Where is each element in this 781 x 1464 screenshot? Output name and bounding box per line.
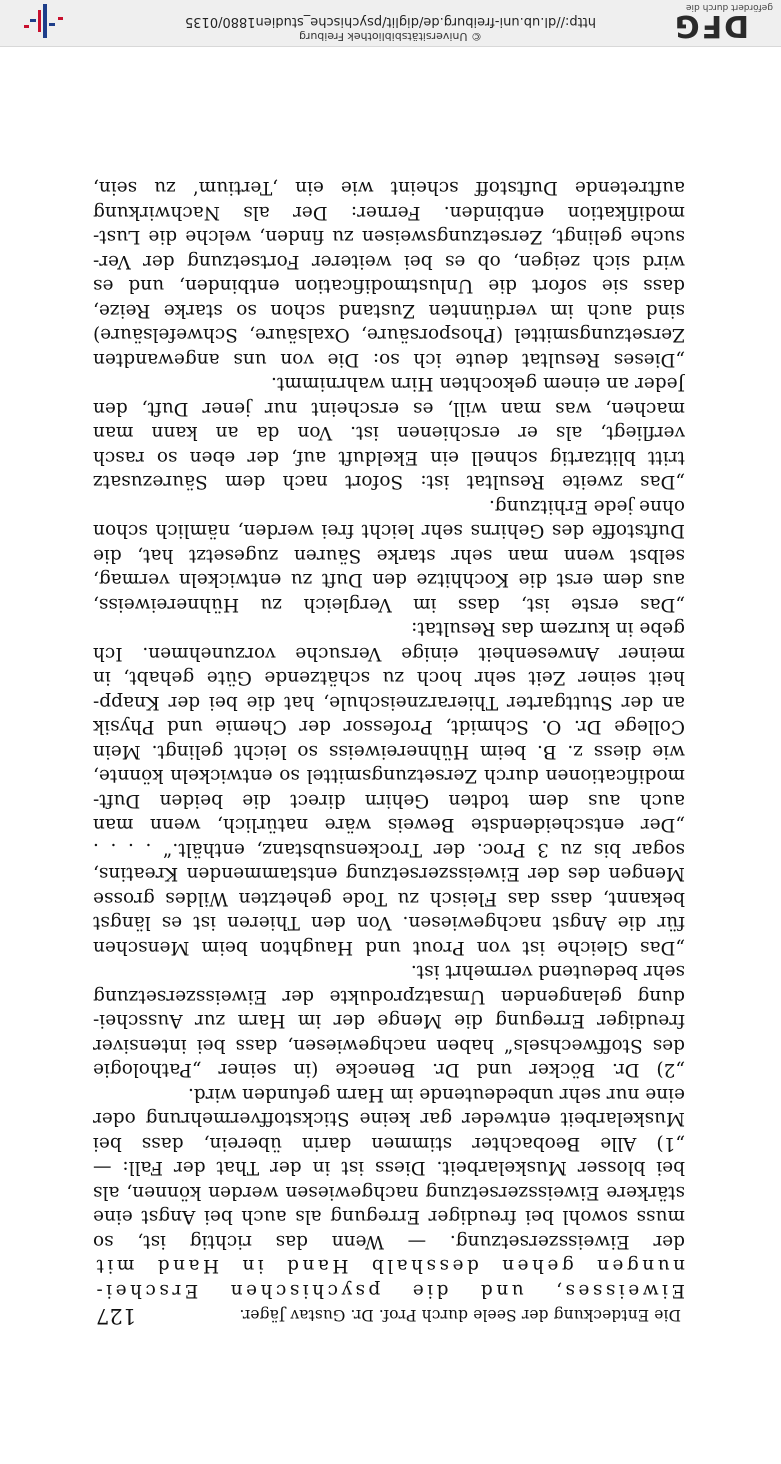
page-number: 127 — [96, 1304, 137, 1328]
text-line: tritt blitzartig schnell ein Ekelduft auf, der eben so rasch — [93, 447, 685, 468]
text-line: auftretende Duftstoff scheint wie ein ‚Tertium‘ zu sein, — [93, 177, 685, 199]
body-text — [93, 175, 685, 1302]
text-line: „Das erste ist, dass im Vergleich zu Hühnereiweiss, — [93, 594, 685, 615]
text-line: dass sie sofort die Unlustmodification entbinden, und es — [93, 275, 685, 297]
text-line: sehr bedeutend vermehrt ist. — [410, 961, 685, 983]
text-line: wird sich zeigen, ob es bei weiterer Fortsetzung der Ver- — [93, 251, 685, 272]
text-line: bekannt, dass das Fleisch zu Tode gehetzten Wildes grosse — [93, 888, 685, 909]
text-line: Jeder an einem gekochten Hirn wahrnimmt. — [271, 373, 685, 395]
text-line: „Das Gleiche ist von Prout und Haughton beim Menschen — [93, 937, 685, 958]
text-line: Duftstoffe des Gehirns sehr leicht frei werden, nämlich schon — [93, 520, 685, 542]
text-line: heit seiner Zeit sehr hoch zu schätzende Güte gehabt, in — [93, 667, 685, 689]
text-line: dung gelangenden Umsatzprodukte der Eiweisszersetzung — [93, 986, 685, 1007]
text-line: suche gelingt, Zersetzungsweisen zu finden, welche die Lust- — [93, 226, 685, 248]
text-line: meiner Anwesenheit einige Versuche vorzunehmen. Ich — [93, 643, 685, 664]
source-url[interactable]: http://dl.ub.uni-freiburg.de/diglit/psychische_studien1880/0135 — [184, 14, 597, 29]
running-header — [96, 1300, 681, 1328]
text-line: machen, was man will, es erscheint nur jener Duft, den — [93, 398, 685, 419]
text-line: muss sowohl bei freudiger Erregung als auch bei Angst eine — [93, 1206, 685, 1228]
text-line: „1) Alle Beobachter stimmen darin überein, dass bei — [93, 1133, 685, 1154]
dfg-logo — [668, 3, 773, 43]
text-line: sind auch im verdünnten Zustand schon so starke Reize, — [93, 300, 685, 321]
text-line: freudiger Erregung die Menge der im Harn zur Ausschei- — [93, 1010, 685, 1032]
text-line: an der Stuttgarter Thierarzneischule, hat die bei der Knapp- — [93, 692, 685, 713]
text-line: selbst wenn man sehr starke Säuren zugesetzt hat, die — [93, 545, 685, 566]
text-line: „Der entscheidendste Beweis wäre natürlich, wenn man — [93, 814, 685, 836]
text-line: College Dr. O. Schmidt, Professor der Chemie und Physik — [93, 716, 685, 738]
running-head: Die Entdeckung der Seele durch Prof. Dr. Gustav Jäger. — [239, 1306, 681, 1324]
text-line: sogar bis zu 3 Proc. der Trockensubstanz, enthält.“ . . . . — [93, 839, 685, 860]
text-line: wie diess z. B. beim Hühnereiweiss so leicht gelingt. Mein — [93, 741, 685, 762]
text-line: auch aus dem todten Gehirn direct die beiden Duft- — [93, 790, 685, 811]
text-line: stärkere Eiweisszersetzung nachgewiesen werden können, als — [93, 1182, 685, 1203]
dfg-logo-text: DFG — [672, 8, 749, 43]
text-line: Eiweisses, und die psychischen Erschei- — [93, 1280, 685, 1301]
text-line: eine nur sehr unbedeutende im Harn gefunden wird. — [187, 1084, 685, 1105]
text-line: ohne jede Erhitzung. — [488, 496, 685, 517]
dfg-funding-note: gefördert durch die — [686, 2, 773, 12]
text-line: modificationen durch Zersetzungsmittel so entwickeln könnte, — [93, 765, 685, 787]
text-line: Mengen des der Eiweisszersetzung entstammenden Kreatins, — [93, 863, 685, 885]
text-line: gebe in kurzem das Resultat: — [411, 618, 685, 640]
text-line: „Dieses Resultat deute ich so: Die von uns angewandten — [93, 349, 685, 370]
text-line: der Eiweisszersetzung. — Wenn das richtig ist, so — [93, 1231, 685, 1252]
text-line: Muskelarbeit entweder gar keine Stickstoffvermehrung oder — [93, 1108, 685, 1130]
viewer-footer — [0, 0, 781, 47]
text-line: für die Angst nachgewiesen. Von den Thieren ist es längst — [93, 912, 685, 934]
text-line: verfliegt, als er erschienen ist. Von da an kann man — [93, 422, 685, 444]
text-line: bei blosser Muskelarbeit. Diess ist in der That der Fall: — — [93, 1157, 685, 1179]
text-line: aus dem erst die Kochhitze den Duft zu entwickeln vermag, — [93, 569, 685, 591]
text-line: des Stoffwechsels“ haben nachgewiesen, dass bei intensiver — [93, 1035, 685, 1056]
text-line: Zersetzungsmittel (Phosporsäure, Oxalsäure, Schwefelsäure) — [93, 324, 685, 346]
text-line: „Das zweite Resultat ist: Sofort nach dem Säurezusatz — [93, 471, 685, 493]
text-line: „2) Dr. Böcker und Dr. Benecke (in seiner „Pathologie — [93, 1059, 685, 1081]
text-line: modifikation entbinden. Ferner: Der als Nachwirkung — [93, 202, 685, 223]
copyright-text: © Universitätsbibliothek Freiburg — [299, 30, 482, 43]
text-line: nungen gehen desshalb Hand in Hand mit — [93, 1255, 685, 1277]
